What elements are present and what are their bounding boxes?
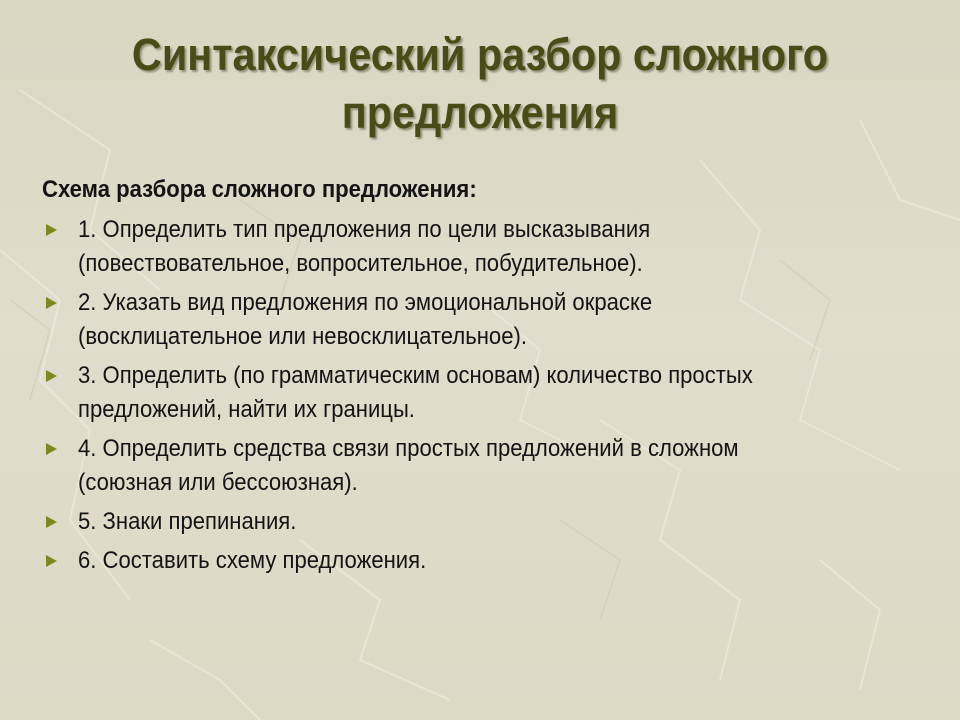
triangle-bullet-icon bbox=[46, 224, 57, 236]
list-item-line: предложений, найти их границы. bbox=[78, 396, 415, 423]
list-item-line: (повествовательное, вопросительное, побудительное). bbox=[78, 250, 643, 277]
list-item-line: 3. Определить (по грамматическим основам) количество простых bbox=[78, 362, 753, 389]
slide-title: Синтаксический разбор сложного предложения bbox=[131, 29, 829, 138]
triangle-bullet-icon bbox=[46, 443, 57, 455]
list-item-line: (восклицательное или невосклицательное). bbox=[78, 323, 527, 350]
list-item-line: 1. Определить тип предложения по цели высказывания bbox=[78, 216, 651, 243]
list-item-line: 6. Составить схему предложения. bbox=[78, 547, 427, 574]
list-item-text bbox=[78, 359, 924, 427]
list-item bbox=[42, 213, 922, 281]
list-item bbox=[42, 286, 922, 354]
list-item-line: 5. Знаки препинания. bbox=[78, 508, 297, 535]
list-item-text bbox=[78, 213, 924, 281]
list-item-line: (союзная или бессоюзная). bbox=[78, 469, 358, 496]
list-item-text bbox=[78, 544, 924, 578]
steps-list bbox=[42, 213, 922, 578]
list-item-line: 2. Указать вид предложения по эмоциональной окраске bbox=[78, 289, 653, 316]
triangle-bullet-icon bbox=[46, 516, 57, 528]
list-item bbox=[42, 432, 922, 500]
slide-content bbox=[42, 172, 922, 578]
triangle-bullet-icon bbox=[46, 297, 57, 309]
list-heading: Схема разбора сложного предложения: bbox=[42, 176, 477, 203]
list-item-text bbox=[78, 505, 924, 539]
list-item bbox=[42, 544, 922, 578]
list-item bbox=[42, 359, 922, 427]
list-item-line: 4. Определить средства связи простых предложений в сложном bbox=[78, 435, 739, 462]
list-item-text bbox=[78, 286, 924, 354]
list-item bbox=[42, 505, 922, 539]
triangle-bullet-icon bbox=[46, 555, 57, 567]
triangle-bullet-icon bbox=[46, 370, 57, 382]
list-item-text bbox=[78, 432, 924, 500]
